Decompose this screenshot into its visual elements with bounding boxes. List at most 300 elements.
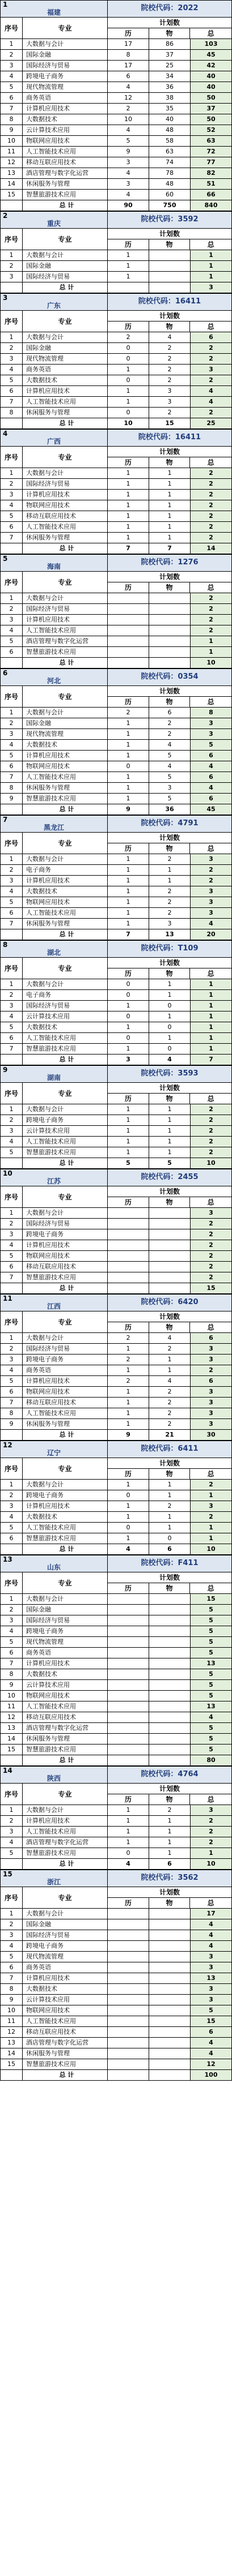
major-header: 专业 (23, 311, 108, 332)
table-row (0, 707, 232, 718)
table-row (0, 1626, 232, 1636)
physics-count: 1 (149, 1115, 191, 1125)
history-count (108, 1262, 149, 1272)
column-header (0, 1458, 232, 1479)
table-row (0, 532, 232, 543)
table-row (0, 1011, 232, 1022)
province-name: 广东 (47, 302, 61, 310)
physics-count (149, 1691, 191, 1701)
major-name: 计算机应用技术 (23, 1816, 108, 1826)
row-index: 3 (0, 729, 23, 739)
major-name: 大数据与会计 (23, 39, 108, 49)
total-sum: 7 (191, 1055, 232, 1065)
physics-count: 2 (149, 1419, 191, 1429)
table-row (0, 1032, 232, 1043)
row-index: 2 (0, 1605, 23, 1615)
physics-count: 34 (149, 71, 191, 82)
history-count: 1 (108, 1126, 149, 1136)
plan-count-header: 计划数 (108, 833, 231, 843)
history-count: 1 (108, 1022, 149, 1032)
physics-count (149, 1962, 191, 1973)
plan-header (108, 1083, 232, 1104)
history-count: 4 (108, 190, 149, 200)
total-count: 5 (191, 1680, 232, 1690)
province-block (0, 815, 232, 940)
column-header (0, 1572, 232, 1593)
total-count: 2 (191, 1262, 232, 1272)
physics-count: 2 (149, 886, 191, 897)
total-physics (149, 658, 191, 668)
physics-count: 1 (149, 1365, 191, 1375)
major-name: 休闲服务与管理 (23, 179, 108, 189)
history-count: 0 (108, 354, 149, 364)
row-index: 8 (0, 114, 23, 125)
major-name: 跨境电子商务 (23, 1941, 108, 1951)
history-count: 5 (108, 136, 149, 146)
major-name: 人工智能技术应用 (23, 1137, 108, 1147)
physics-count: 1 (149, 1490, 191, 1501)
major-header: 专业 (23, 572, 108, 593)
major-name: 云计算技术应用 (23, 1995, 108, 2005)
major-name: 物联网应用技术 (23, 897, 108, 907)
row-index: 3 (0, 1615, 23, 1626)
row-index: 7 (0, 772, 23, 782)
row-index: 4 (0, 625, 23, 636)
total-count: 8 (191, 708, 232, 718)
physics-count (149, 2048, 191, 2059)
history-count (108, 1272, 149, 1283)
table-row (0, 1104, 232, 1115)
history-count (108, 1962, 149, 1973)
table-row (0, 49, 232, 60)
history-count (108, 615, 149, 625)
history-count (108, 1240, 149, 1250)
total-header: 总 (207, 1899, 214, 1907)
major-name: 人工智能技术应用 (23, 522, 108, 532)
total-row (0, 1755, 232, 1765)
table-row (0, 1615, 232, 1626)
total-count: 5 (191, 1745, 232, 1755)
table-row (0, 728, 232, 739)
row-index: 5 (0, 1022, 23, 1032)
row-index: 1 (0, 1104, 23, 1115)
province-label (0, 212, 108, 228)
table-row (0, 114, 232, 125)
plan-header (108, 447, 232, 468)
history-count (108, 2059, 149, 2069)
seq-header: 序号 (0, 447, 23, 468)
table-row (0, 1043, 232, 1054)
history-count (108, 1941, 149, 1951)
table-row (0, 342, 232, 353)
row-index: 2 (0, 1115, 23, 1125)
major-header: 专业 (23, 1186, 108, 1207)
physics-count: 0 (149, 1533, 191, 1544)
province-header (0, 815, 232, 832)
table-row (0, 1115, 232, 1125)
table-row (0, 739, 232, 750)
history-count (108, 1909, 149, 1919)
table-row (0, 1501, 232, 1511)
total-count: 50 (191, 114, 232, 125)
physics-count: 60 (149, 190, 191, 200)
seq-header: 序号 (0, 229, 23, 250)
physics-count: 2 (149, 718, 191, 728)
table-row (0, 271, 232, 282)
row-index: 2 (0, 604, 23, 614)
row-index: 13 (0, 2038, 23, 2048)
total-header: 总 (207, 1095, 214, 1103)
physics-count: 0 (149, 1044, 191, 1054)
column-header (0, 228, 232, 250)
physics-count: 4 (149, 332, 191, 342)
physics-count (149, 1594, 191, 1604)
row-index: 4 (0, 886, 23, 897)
physics-count: 48 (149, 179, 191, 189)
major-header: 专业 (23, 447, 108, 468)
table-row (0, 1218, 232, 1229)
total-count: 2 (191, 1229, 232, 1240)
major-name: 人工智能技术应用 (23, 908, 108, 918)
history-count (108, 1680, 149, 1690)
major-name: 计算机应用技术 (23, 1240, 108, 1250)
physics-count: 5 (149, 794, 191, 804)
major-name: 移动互联应用技术 (23, 1262, 108, 1272)
history-count (108, 647, 149, 657)
major-name: 移动互联应用技术 (23, 511, 108, 521)
table-row (0, 92, 232, 103)
province-name: 陕西 (47, 1775, 61, 1782)
total-count: 6 (191, 1376, 232, 1386)
total-count: 15 (191, 1594, 232, 1604)
major-name: 休闲服务与管理 (23, 533, 108, 543)
history-count: 1 (108, 854, 149, 864)
physics-count (149, 1734, 191, 1744)
school-code: 院校代码：3562 (108, 1870, 232, 1887)
row-index: 5 (0, 636, 23, 646)
major-name: 跨境电子商务 (23, 1355, 108, 1365)
total-count: 2 (191, 625, 232, 636)
physics-count (149, 1658, 191, 1669)
history-header: 历 (108, 1469, 149, 1479)
province-header (0, 668, 232, 685)
total-count: 5 (191, 740, 232, 750)
school-code: 院校代码：2022 (108, 1, 232, 17)
history-count: 1 (108, 250, 149, 260)
column-header (0, 571, 232, 593)
total-count: 2 (191, 522, 232, 532)
physics-header: 物 (149, 1583, 191, 1593)
major-header: 专业 (23, 958, 108, 979)
row-index: 1 (0, 1594, 23, 1604)
province-name: 江苏 (47, 1177, 61, 1185)
total-count: 37 (191, 104, 232, 114)
total-count: 50 (191, 93, 232, 103)
physics-count: 40 (149, 114, 191, 125)
table-row (0, 750, 232, 761)
total-count: 5 (191, 1723, 232, 1733)
total-header: 总 (207, 29, 214, 37)
major-name: 大数据与会计 (23, 332, 108, 342)
history-count: 0 (108, 979, 149, 989)
major-name: 大数据技术 (23, 1669, 108, 1679)
table-row (0, 364, 232, 375)
row-index: 5 (0, 1848, 23, 1858)
row-index: 13 (0, 1723, 23, 1733)
school-code: 院校代码：1276 (108, 555, 232, 571)
major-name: 国际经济与贸易 (23, 1615, 108, 1626)
province-index: 10 (3, 1169, 12, 1177)
history-count: 0 (108, 375, 149, 385)
seq-header: 序号 (0, 1572, 23, 1593)
row-index: 1 (0, 1805, 23, 1815)
school-code: 院校代码：F411 (108, 1555, 232, 1572)
major-name: 智慧旅游技术应用 (23, 190, 108, 200)
physics-count (149, 2059, 191, 2069)
physics-count: 0 (149, 1001, 191, 1011)
history-header: 历 (108, 239, 149, 250)
plan-header (108, 958, 232, 979)
province-name: 重庆 (47, 220, 61, 228)
history-count: 1 (108, 919, 149, 929)
table-row (0, 718, 232, 728)
province-block (0, 0, 232, 211)
physics-count (149, 1930, 191, 1940)
total-count: 5 (191, 1637, 232, 1647)
physics-count (149, 1680, 191, 1690)
table-row (0, 1826, 232, 1837)
physics-count: 4 (149, 1333, 191, 1343)
major-name: 智慧旅游技术应用 (23, 2059, 108, 2069)
total-history: 9 (108, 804, 149, 815)
row-index: 8 (0, 1984, 23, 1994)
plan-count-header: 计划数 (108, 958, 231, 968)
physics-count: 78 (149, 168, 191, 178)
table-row (0, 1000, 232, 1011)
major-name: 人工智能技术应用 (23, 1408, 108, 1418)
physics-count (149, 1229, 191, 1240)
history-count (108, 1984, 149, 1994)
history-count: 0 (108, 990, 149, 1000)
major-name: 国际金融 (23, 718, 108, 728)
plan-count-header: 计划数 (108, 311, 231, 322)
plan-count-header: 计划数 (108, 1083, 231, 1094)
major-name: 物联网应用技术 (23, 1387, 108, 1397)
table-row (0, 1408, 232, 1418)
total-count: 1 (191, 1848, 232, 1858)
major-name: 云计算技术应用 (23, 125, 108, 135)
major-name: 大数据技术 (23, 1022, 108, 1032)
total-history: 3 (108, 1055, 149, 1065)
total-physics: 15 (149, 418, 191, 428)
total-history: 4 (108, 1544, 149, 1554)
total-label: 总 计 (23, 929, 108, 940)
province-block (0, 1766, 232, 1870)
row-index: 10 (0, 1691, 23, 1701)
major-name: 跨境电子商务 (23, 1229, 108, 1240)
history-count: 1 (108, 1837, 149, 1848)
total-history (108, 658, 149, 668)
major-name: 计算机应用技术 (23, 104, 108, 114)
row-index: 6 (0, 761, 23, 771)
table-row (0, 1940, 232, 1951)
physics-count: 1 (149, 500, 191, 511)
physics-count: 1 (149, 1523, 191, 1533)
table-row (0, 646, 232, 657)
row-index: 2 (0, 1490, 23, 1501)
province-name: 湖南 (47, 1074, 61, 1082)
total-count: 2 (191, 1126, 232, 1136)
physics-count (149, 593, 191, 603)
row-index: 6 (0, 1262, 23, 1272)
table-row (0, 489, 232, 500)
history-count (108, 636, 149, 646)
history-count: 1 (108, 1512, 149, 1522)
table-row (0, 2059, 232, 2069)
physics-count: 1 (149, 1104, 191, 1115)
province-header (0, 429, 232, 446)
history-count (108, 1930, 149, 1940)
history-header: 历 (108, 1898, 149, 1908)
major-header: 专业 (23, 1887, 108, 1908)
table-row (0, 625, 232, 636)
history-count (108, 2038, 149, 2048)
total-sum: 15 (191, 1283, 232, 1293)
total-count: 2 (191, 1137, 232, 1147)
total-count: 40 (191, 71, 232, 82)
table-row (0, 603, 232, 614)
total-count: 66 (191, 190, 232, 200)
major-name: 酒店管理与数字化运营 (23, 168, 108, 178)
table-row (0, 1679, 232, 1690)
physics-count (149, 1219, 191, 1229)
total-sum: 3 (191, 282, 232, 293)
major-name: 跨境电子商务 (23, 1490, 108, 1501)
total-count: 40 (191, 82, 232, 92)
row-index: 12 (0, 1712, 23, 1722)
row-index: 3 (0, 354, 23, 364)
total-count: 2 (191, 1837, 232, 1848)
history-count (108, 1995, 149, 2005)
row-index: 15 (0, 1745, 23, 1755)
table-row (0, 782, 232, 793)
history-count: 1 (108, 1816, 149, 1826)
total-row (0, 1158, 232, 1168)
row-index: 6 (0, 1962, 23, 1973)
physics-count: 1 (149, 511, 191, 521)
history-count (108, 1712, 149, 1722)
total-header: 总 (207, 1323, 214, 1331)
total-label: 总 计 (23, 658, 108, 668)
physics-count (149, 1995, 191, 2005)
history-count: 1 (108, 783, 149, 793)
total-history (108, 1755, 149, 1765)
total-count: 2 (191, 354, 232, 364)
physics-count: 2 (149, 354, 191, 364)
province-block (0, 554, 232, 668)
total-header: 总 (207, 323, 214, 331)
major-name: 计算机应用技术 (23, 1973, 108, 1983)
total-count: 1 (191, 1011, 232, 1022)
school-code: 院校代码：4764 (108, 1767, 232, 1783)
province-name: 辽宁 (47, 1449, 61, 1457)
physics-count: 2 (149, 1501, 191, 1511)
major-name: 国际经济与贸易 (23, 1219, 108, 1229)
total-header: 总 (207, 970, 214, 978)
major-name: 休闲服务与管理 (23, 919, 108, 929)
history-count: 10 (108, 114, 149, 125)
major-name: 大数据与会计 (23, 1594, 108, 1604)
major-name: 大数据与会计 (23, 250, 108, 260)
table-row (0, 60, 232, 71)
major-name: 商务英语 (23, 1962, 108, 1973)
province-label (0, 1, 108, 17)
table-row (0, 332, 232, 342)
physics-count (149, 1240, 191, 1250)
total-count: 2 (191, 1240, 232, 1250)
history-count: 1 (108, 886, 149, 897)
row-index: 1 (0, 979, 23, 989)
table-row (0, 71, 232, 82)
total-physics: 750 (149, 200, 191, 211)
physics-count: 1 (149, 533, 191, 543)
history-count: 1 (108, 522, 149, 532)
major-name: 智慧旅游技术应用 (23, 794, 108, 804)
physics-header: 物 (149, 1898, 191, 1908)
history-count (108, 2027, 149, 2037)
plan-header (108, 1458, 232, 1479)
major-name: 人工智能技术应用 (23, 1701, 108, 1712)
row-index: 8 (0, 1669, 23, 1679)
plan-header (108, 1887, 232, 1908)
major-name: 国际金融 (23, 1919, 108, 1930)
total-header: 总 (207, 698, 214, 706)
major-name: 智慧旅游技术应用 (23, 1848, 108, 1858)
physics-count: 5 (149, 751, 191, 761)
table-row (0, 1604, 232, 1615)
total-label: 总 计 (23, 1859, 108, 1869)
major-name: 物联网应用技术 (23, 500, 108, 511)
major-name: 云计算技术应用 (23, 1011, 108, 1022)
history-count: 1 (108, 365, 149, 375)
major-name: 现代物流管理 (23, 1637, 108, 1647)
province-header (0, 1065, 232, 1082)
physics-count (149, 625, 191, 636)
major-name: 大数据与会计 (23, 593, 108, 603)
table-row (0, 2005, 232, 2016)
row-index: 5 (0, 751, 23, 761)
history-count: 1 (108, 490, 149, 500)
province-index: 1 (3, 1, 8, 8)
total-physics: 7 (149, 543, 191, 554)
table-row (0, 1125, 232, 1136)
plan-count-header: 计划数 (108, 1784, 231, 1794)
row-index: 1 (0, 708, 23, 718)
major-name: 电子商务 (23, 990, 108, 1000)
total-count: 1 (191, 1022, 232, 1032)
major-header: 专业 (23, 1458, 108, 1479)
total-count: 2 (191, 511, 232, 521)
major-name: 休闲服务与管理 (23, 783, 108, 793)
major-name: 跨境电子商务 (23, 71, 108, 82)
physics-count (149, 2016, 191, 2026)
major-name: 国际经济与贸易 (23, 61, 108, 71)
history-count: 1 (108, 1147, 149, 1158)
total-count: 2 (191, 1816, 232, 1826)
total-count: 2 (191, 593, 232, 603)
total-count: 1 (191, 1044, 232, 1054)
row-index: 1 (0, 1909, 23, 1919)
